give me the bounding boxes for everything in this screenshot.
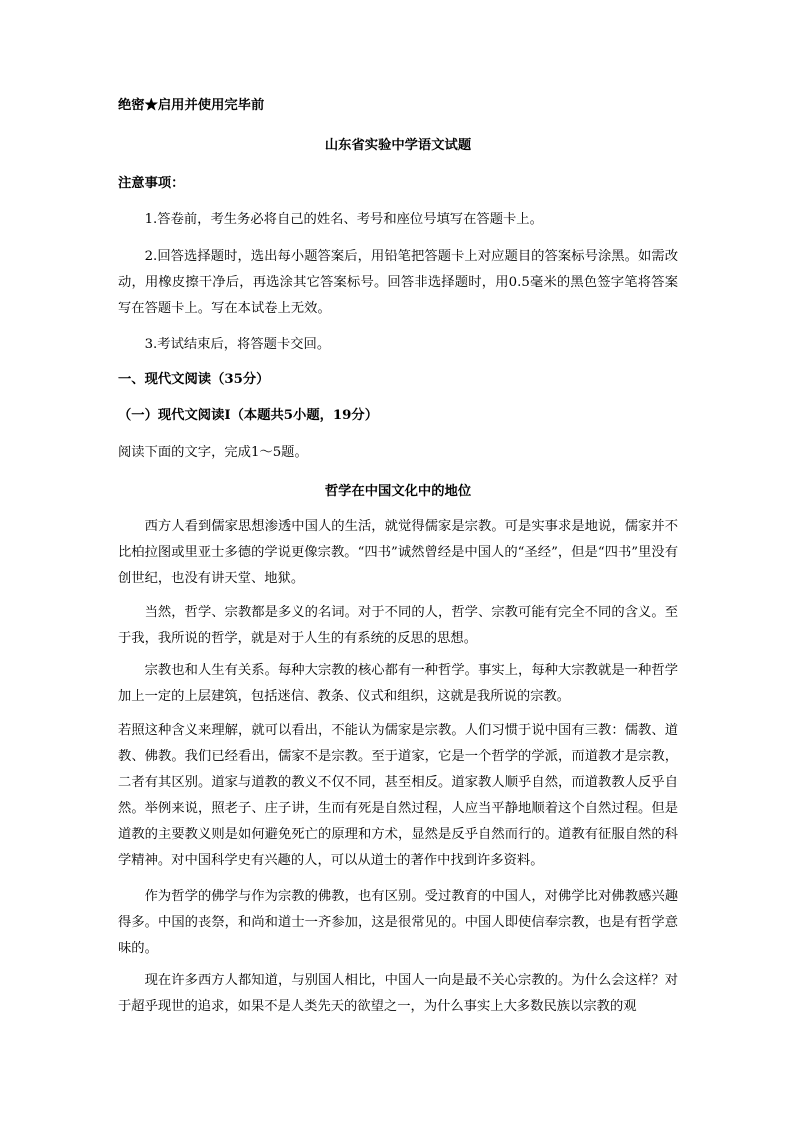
notes-heading: 注意事项：	[118, 176, 185, 191]
article-paragraph-1: 西方人看到儒家思想渗透中国人的生活，就觉得儒家是宗教。可是实事求是地说，儒家并不比柏拉图或里亚士多德的学说更像宗教。“四书”诚然曾经是中国人的“圣经”，但是“四书”里没有创世纪，也没有讲天堂、地狱。	[118, 519, 678, 586]
exam-title: 山东省实验中学语文试题	[324, 138, 472, 153]
notes-item-1: 1.答卷前，考生务必将自己的姓名、考号和座位号填写在答题卡上。	[144, 212, 543, 227]
section-title: 一、现代文阅读（35分）	[118, 372, 270, 387]
article-paragraph-2: 当然，哲学、宗教都是多义的名词。对于不同的人，哲学、宗教可能有完全不同的含义。至于我，我所说的哲学，就是对于人生的有系统的反思的思想。	[118, 605, 678, 646]
notes-item-2: 2.回答选择题时，选出每小题答案后，用铅笔把答题卡上对应题目的答案标号涂黑。如需改动，用橡皮擦干净后，再选涂其它答案标号。回答非选择题时，用0.5毫米的黑色签字笔将答案写在答题卡上。写在本试卷上无效。	[118, 249, 678, 316]
section-instruction: 阅读下面的文字，完成1～5题。	[118, 445, 308, 460]
section-subtitle: （一）现代文阅读I（本题共5小题，19分）	[118, 408, 379, 423]
confidential-label: 绝密★启用并使用完毕前	[118, 98, 265, 113]
notes-item-3: 3.考试结束后，将答题卡交回。	[144, 337, 331, 352]
article-paragraph-3: 宗教也和人生有关系。每种大宗教的核心都有一种哲学。事实上，每种大宗教就是一种哲学加上一定的上层建筑，包括迷信、教条、仪式和组织，这就是我所说的宗教。	[118, 663, 678, 704]
article-paragraph-6: 现在许多西方人都知道，与别国人相比，中国人一向是最不关心宗教的。为什么会这样？对于超乎现世的追求，如果不是人类先天的欲望之一，为什么事实上大多数民族以宗教的观	[118, 973, 678, 1014]
article-paragraph-4: 若照这种含义来理解，就可以看出，不能认为儒家是宗教。人们习惯于说中国有三教：儒教、道教、佛教。我们已经看出，儒家不是宗教。至于道家，它是一个哲学的学派，而道教才是宗教，二者有其区别。道家与道教的教义不仅不同，甚至相反。道家教人顺乎自然，而道教教人反乎自然。举例来说，照老子、庄子讲，生而有死是自然过程，人应当平静地顺着这个自然过程。但是道教的主要教义则是如何避免死亡的原理和方术，显然是反乎自然而行的。道教有征服自然的科学精神。对中国科学史有兴趣的人，可以从道士的著作中找到许多资料。	[118, 723, 678, 868]
article-paragraph-5: 作为哲学的佛学与作为宗教的佛教，也有区别。受过教育的中国人，对佛学比对佛教感兴趣得多。中国的丧祭，和尚和道士一齐参加，这是很常见的。中国人即使信奉宗教，也是有哲学意味的。	[118, 889, 678, 956]
article-title: 哲学在中国文化中的地位	[324, 484, 472, 499]
